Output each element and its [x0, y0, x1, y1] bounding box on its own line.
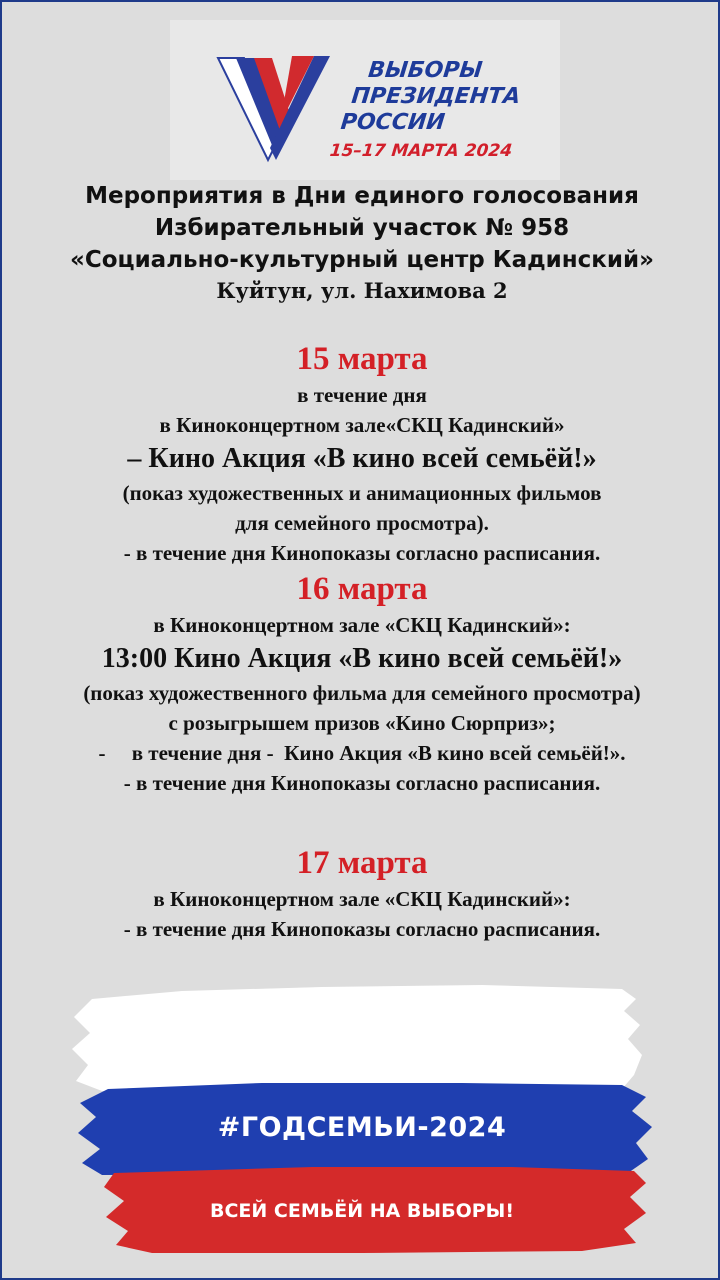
day-15-line-2: в Киноконцертном зале«СКЦ Кадинский»	[159, 413, 565, 437]
logo-line-1: ВЫБОРЫ	[366, 58, 484, 83]
header-title: Мероприятия в Дни единого голосования	[85, 183, 639, 209]
election-checkmark-logo-icon	[214, 52, 334, 164]
schedule	[2, 338, 720, 944]
day-15-line-1: в течение дня	[297, 383, 427, 407]
logo-line-2: ПРЕЗИДЕНТА	[350, 84, 522, 109]
day-16-line-6: - в течение дня Кинопоказы согласно расписания.	[123, 771, 601, 795]
day-15-line-5: для семейного просмотра).	[235, 511, 489, 535]
day-17-line-1: в Киноконцертном зале «СКЦ Кадинский»:	[153, 887, 571, 911]
day-16-block	[2, 568, 720, 798]
day-17-line-2: - в течение дня Кинопоказы согласно расписания.	[123, 917, 601, 941]
header-precinct: Избирательный участок № 958	[154, 215, 570, 241]
logo-title	[328, 58, 524, 164]
day-17-block	[2, 842, 720, 944]
day-16-line-4: с розыгрышем призов «Кино Сюрприз»;	[168, 711, 556, 735]
logo-line-3: РОССИИ	[339, 110, 447, 135]
spacer	[2, 798, 720, 842]
day-15-line-6: - в течение дня Кинопоказы согласно расписания.	[123, 541, 601, 565]
day-15-line-3: – Кино Акция «В кино всей семьёй!»	[127, 443, 597, 474]
logo-date: 15–17 МАРТА 2024	[328, 141, 514, 161]
day-15-line-4: (показ художественных и анимационных фильмов	[122, 481, 602, 505]
day-16-line-3: (показ художественного фильма для семейного просмотра)	[83, 681, 641, 705]
day-16-line-2: 13:00 Кино Акция «В кино всей семьёй!»	[101, 643, 623, 674]
slogan-text: ВСЕЙ СЕМЬЁЙ НА ВЫБОРЫ!	[209, 1200, 515, 1222]
day-16-line-1: в Киноконцертном зале «СКЦ Кадинский»:	[153, 613, 571, 637]
day-16-line-5: - в течение дня - Кино Акция «В кино всей семьёй!».	[98, 741, 626, 765]
day-15-date: 15 марта	[296, 341, 428, 377]
day-15-block	[2, 338, 720, 568]
flag-white-stripe	[72, 985, 642, 1091]
header-venue: «Социально-культурный центр Кадинский»	[69, 247, 655, 273]
hashtag-text: #ГОДСЕМЬИ-2024	[217, 1112, 507, 1143]
poster-header	[2, 180, 720, 306]
header-address: Куйтун, ул. Нахимова 2	[216, 278, 508, 303]
day-17-date: 17 марта	[296, 845, 428, 881]
day-16-date: 16 марта	[296, 571, 428, 607]
